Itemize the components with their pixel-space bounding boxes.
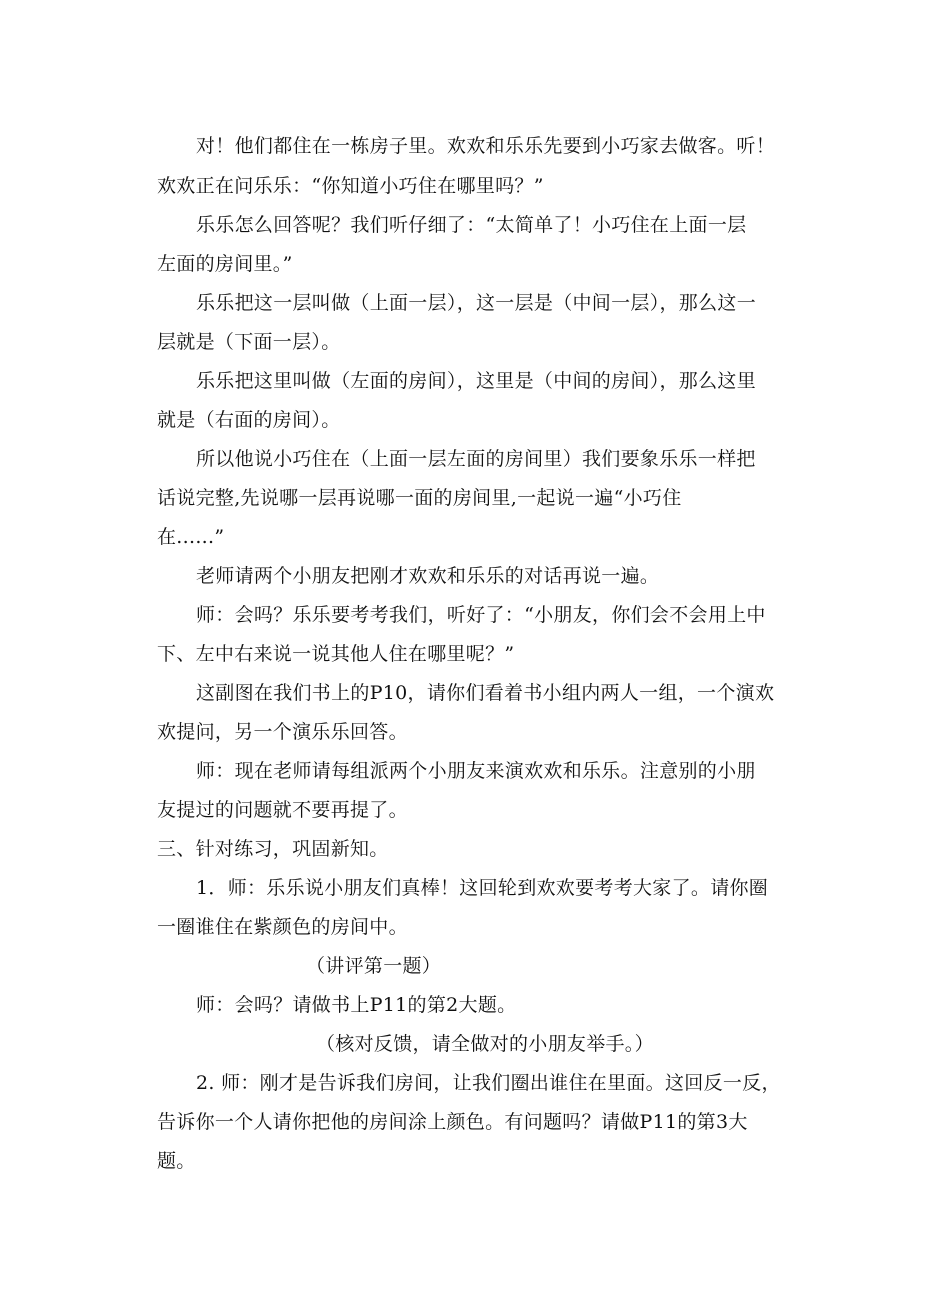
paragraph-line: 乐乐把这里叫做（左面的房间），这里是（中间的房间），那么这里: [196, 370, 757, 392]
section-heading: 三、针对练习，巩固新知。: [157, 838, 389, 860]
paragraph-line: （核对反馈，请全做对的小朋友举手。）: [316, 1033, 654, 1055]
paragraph-line: 1．师：乐乐说小朋友们真棒！这回轮到欢欢要考考大家了。请你圈: [196, 877, 769, 899]
paragraph-line: 层就是（下面一层）。: [157, 331, 341, 353]
paragraph-line: 所以他说小巧住在（上面一层左面的房间里）我们要象乐乐一样把: [196, 448, 756, 470]
paragraph-line: 下、左中右来说一说其他人住在哪里呢？”: [157, 643, 515, 665]
paragraph-line: 欢提问，另一个演乐乐回答。: [157, 721, 408, 743]
paragraph-line: 对！他们都住在一栋房子里。欢欢和乐乐先要到小巧家去做客。听！: [196, 135, 776, 157]
paragraph-line: 欢欢正在问乐乐：“你知道小巧住在哪里吗？”: [157, 175, 544, 197]
paragraph-line: 在......”: [157, 526, 225, 548]
paragraph-line: 一圈谁住在紫颜色的房间中。: [157, 916, 408, 938]
paragraph-line: 师：会吗？请做书上P11的第2大题。: [196, 994, 517, 1016]
paragraph-line: 乐乐把这一层叫做（上面一层），这一层是（中间一层），那么这一: [196, 292, 757, 314]
paragraph-line: 师：现在老师请每组派两个小朋友来演欢欢和乐乐。注意别的小朋: [196, 760, 756, 782]
paragraph-line: 2. 师：刚才是告诉我们房间，让我们圈出谁住在里面。这回反一反，: [196, 1072, 781, 1094]
paragraph-line: 老师请两个小朋友把刚才欢欢和乐乐的对话再说一遍。: [196, 565, 660, 587]
paragraph-line: 话说完整,先说哪一层再说哪一面的房间里,一起说一遍“小巧住: [157, 487, 682, 509]
paragraph-line: 题。: [157, 1150, 196, 1172]
paragraph-line: 友提过的问题就不要再提了。: [157, 799, 408, 821]
paragraph-line: （讲评第一题）: [306, 955, 442, 977]
paragraph-line: 告诉你一个人请你把他的房间涂上颜色。有问题吗？请做P11的第3大: [157, 1111, 748, 1133]
paragraph-line: 乐乐怎么回答呢？我们听仔细了：“太简单了！小巧住在上面一层: [196, 214, 747, 236]
paragraph-line: 就是（右面的房间）。: [157, 409, 341, 431]
paragraph-line: 师：会吗？乐乐要考考我们，听好了：“小朋友，你们会不会用上中: [196, 604, 766, 626]
paragraph-line: 左面的房间里。”: [157, 253, 293, 275]
paragraph-line: 这副图在我们书上的P10，请你们看着书小组内两人一组，一个演欢: [196, 682, 775, 704]
